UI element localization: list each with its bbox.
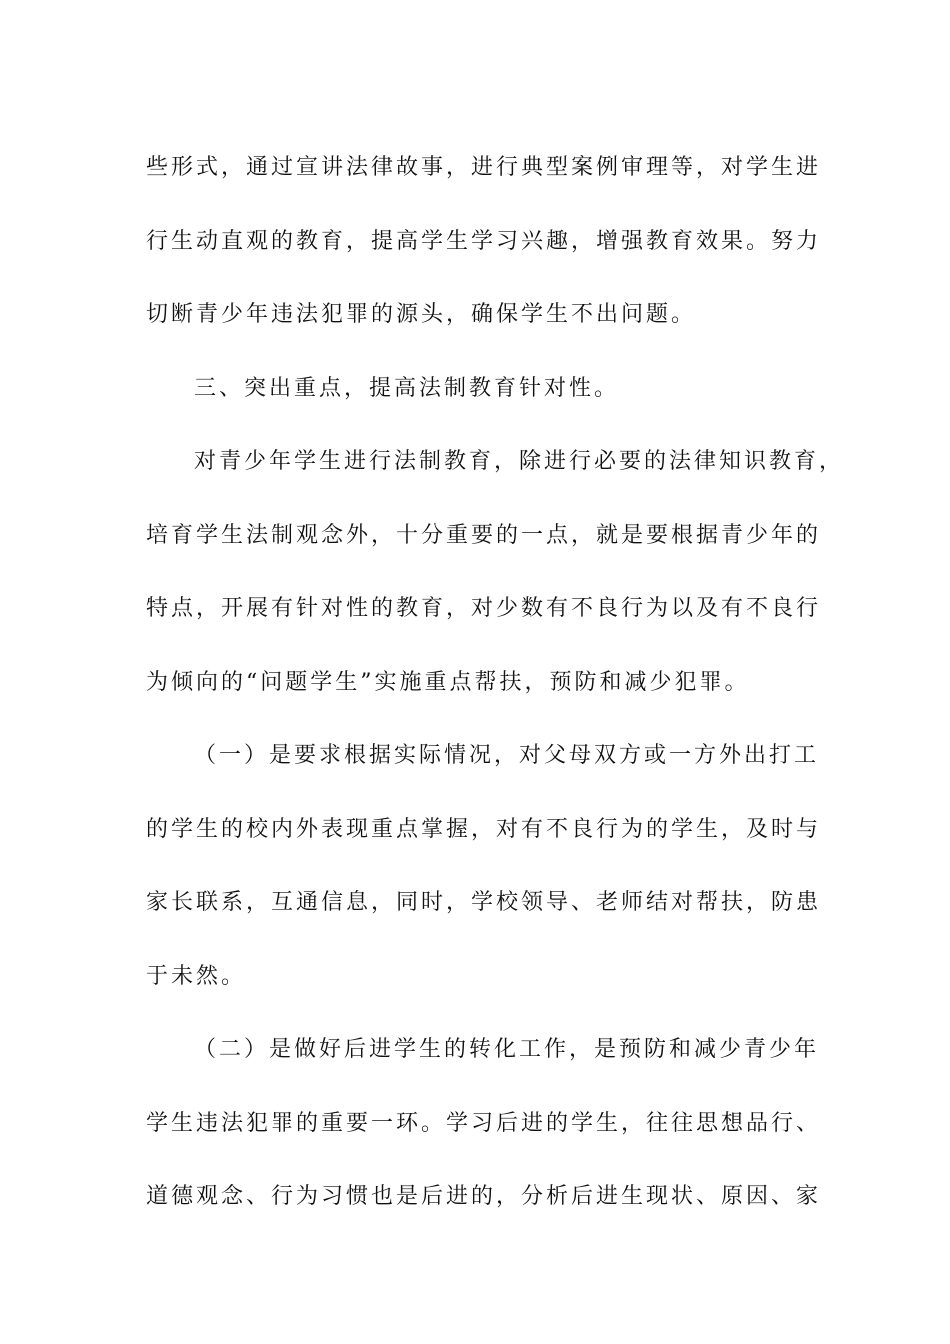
paragraph (146, 425, 845, 719)
text-line: 特点，开展有针对性的教育，对少数有不良行为以及有不良行 (146, 596, 822, 621)
paragraph-continuation (146, 131, 822, 352)
section-heading (146, 352, 808, 426)
text-line: 行生动直观的教育，提高学生学习兴趣，增强教育效果。努力 (146, 228, 822, 254)
text-line: 切断青少年违法犯罪的源头，确保学生不出问题。 (146, 302, 697, 327)
text-line: 家长联系，互通信息，同时，学校领导、老师结对帮扶，防患 (146, 890, 822, 915)
text-line: （一）是要求根据实际情况，对父母双方或一方外出打工 (194, 743, 820, 768)
text-line: 些形式，通过宣讲法律故事，进行典型案例审理等，对学生进 (146, 155, 822, 180)
text-line: 对青少年学生进行法制教育，除进行必要的法律知识教育， (194, 449, 845, 474)
paragraph (146, 719, 822, 1013)
text-line: 学生违法犯罪的重要一环。学习后进的学生，往往思想品行、 (146, 1110, 822, 1136)
heading-line: 三、突出重点，提高法制教育针对性。 (194, 375, 620, 401)
paragraph (146, 1013, 822, 1234)
text-line: 培育学生法制观念外，十分重要的一点，就是要根据青少年的 (146, 522, 822, 548)
text-line: 于未然。 (146, 963, 247, 989)
text-line: 的学生的校内外表现重点掌握，对有不良行为的学生，及时与 (146, 816, 822, 842)
text-line: （二）是做好后进学生的转化工作，是预防和减少青少年 (194, 1037, 820, 1062)
text-line: 为倾向的“问题学生”实施重点帮扶，预防和减少犯罪。 (146, 669, 750, 695)
text-line: 道德观念、行为习惯也是后进的，分析后进生现状、原因、家 (146, 1184, 822, 1209)
document-body (146, 131, 845, 1234)
